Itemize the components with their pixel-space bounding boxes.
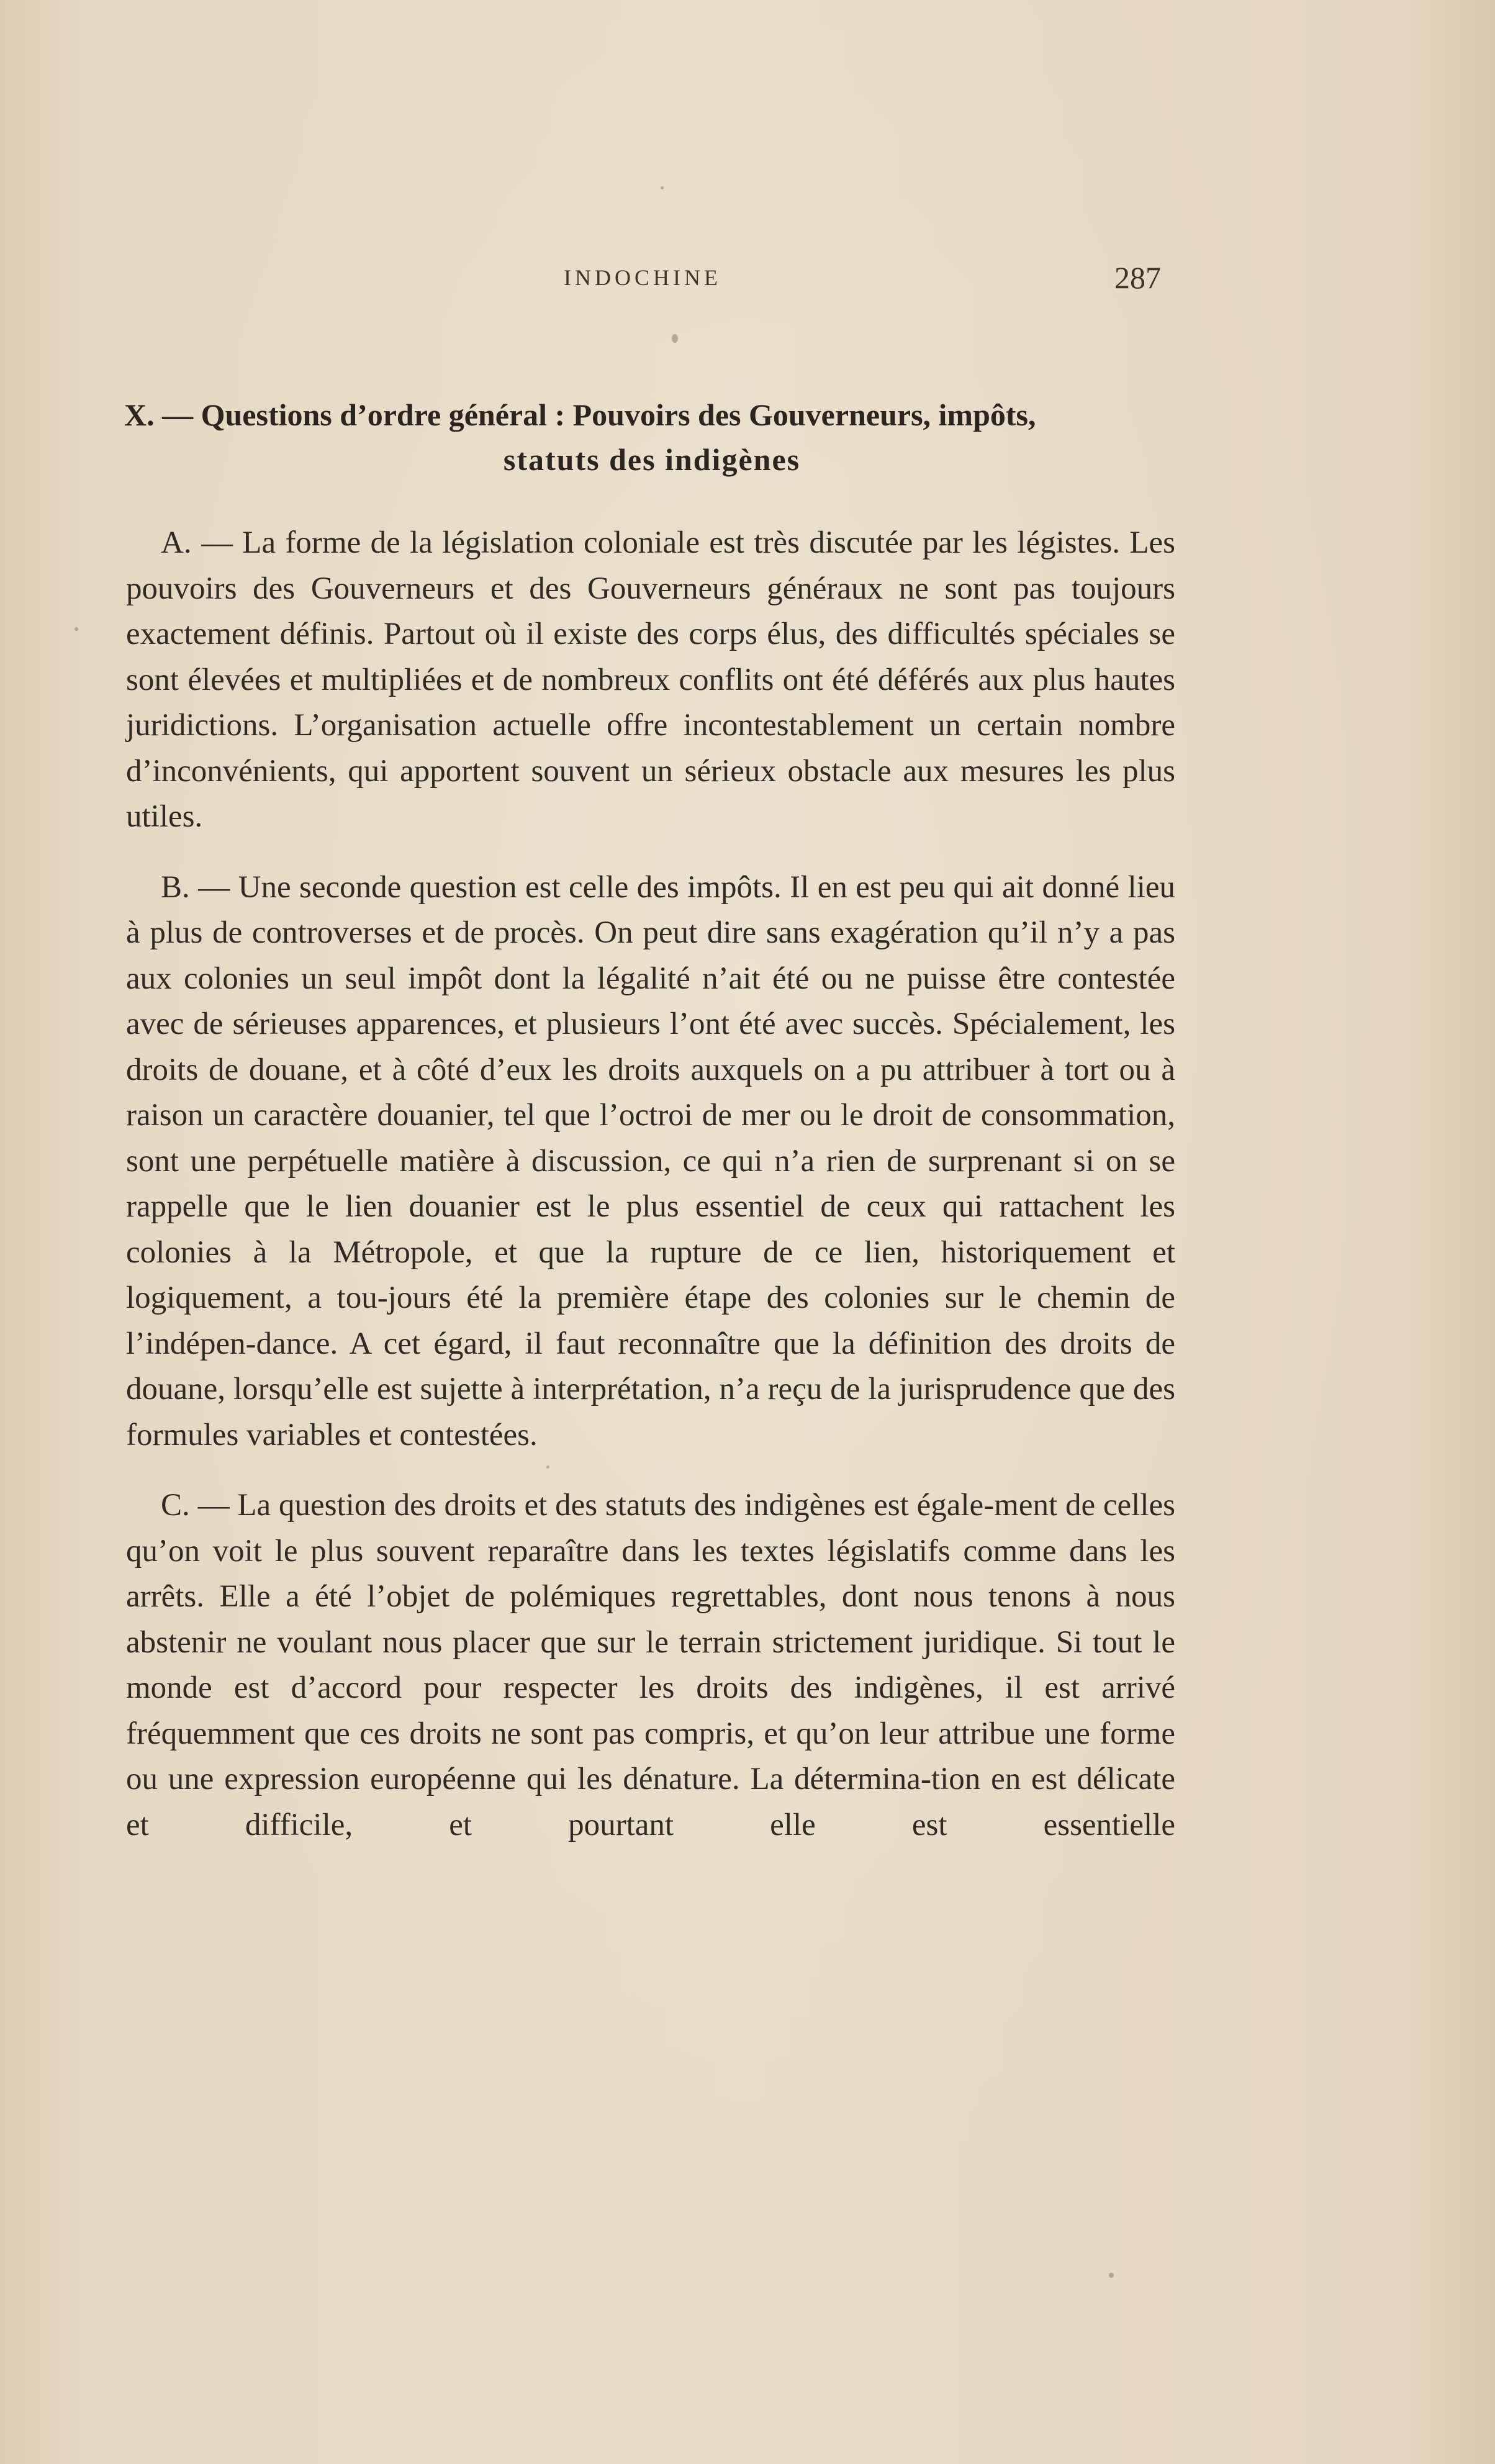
paper-speck — [672, 334, 678, 343]
running-head — [124, 260, 1161, 297]
body-text — [126, 520, 1175, 1873]
running-title: INDOCHINE — [564, 265, 721, 290]
paper-speck — [1109, 2273, 1114, 2278]
page-number: 287 — [1114, 260, 1161, 295]
paper-speck — [661, 186, 664, 189]
paper-speck — [75, 627, 78, 631]
paragraph-c: C. — La question des droits et des statuts des indigènes est égale-ment de celles qu’on voit le plus souvent reparaître dans les textes législatifs comme dans les arrêts. Elle a été l’objet de polémiques regrettables, dont nous tenons à nous abstenir ne voulant nous placer que sur le terrain strictement juridique. Si tout le monde est d’accord pour respecter les droits des indigènes, il est arrivé fréquemment que ces droits ne sont pas compris, et qu’on leur attribue une forme ou une expression européenne qui les dénature. La détermina-tion en est délicate et difficile, et pourtant elle est essentielle — [126, 1488, 1175, 1842]
paper-speck — [546, 1465, 549, 1469]
section-heading-line-2: statuts des indigènes — [503, 442, 801, 477]
paragraph-a: A. — La forme de la législation coloniale est très discutée par les légistes. Les pouvoirs des Gouverneurs et des Gouverneurs généraux ne sont pas toujours exactement définis. Partout où il existe des corps élus, des difficultés spéciales se sont élevées et multipliées et de nombreux conflits ont été déférés aux plus hautes juridictions. L’organisation actuelle offre incontestablement un certain nombre d’inconvénients, qui apportent souvent un sérieux obstacle aux mesures les plus utiles. — [126, 525, 1175, 834]
section-heading-line-1: X. — Questions d’ordre général : Pouvoirs des Gouverneurs, impôts, — [124, 397, 1036, 432]
paragraph-b: B. — Une seconde question est celle des impôts. Il en est peu qui ait donné lieu à plus de controverses et de procès. On peut dire sans exagération qu’il n’y a pas aux colonies un seul impôt dont la légalité n’ait été ou ne puisse être contestée avec de sérieuses apparences, et plusieurs l’ont été avec succès. Spécialement, les droits de douane, et à côté d’eux les droits auxquels on a pu attribuer à tort ou à raison un caractère douanier, tel que l’octroi de mer ou le droit de consommation, sont une perpétuelle matière à discussion, ce qui n’a rien de surprenant si on se rappelle que le lien douanier est le plus essentiel de ceux qui rattachent les colonies à la Métropole, et que la rupture de ce lien, historiquement et logiquement, a tou-jours été la première étape des colonies sur le chemin de l’indépen-dance. A cet égard, il faut reconnaître que la définition des droits de douane, lorsqu’elle est sujette à interprétation, n’a reçu de la jurisprudence que des formules variables et contestées. — [126, 869, 1175, 1452]
section-heading — [124, 392, 1180, 482]
